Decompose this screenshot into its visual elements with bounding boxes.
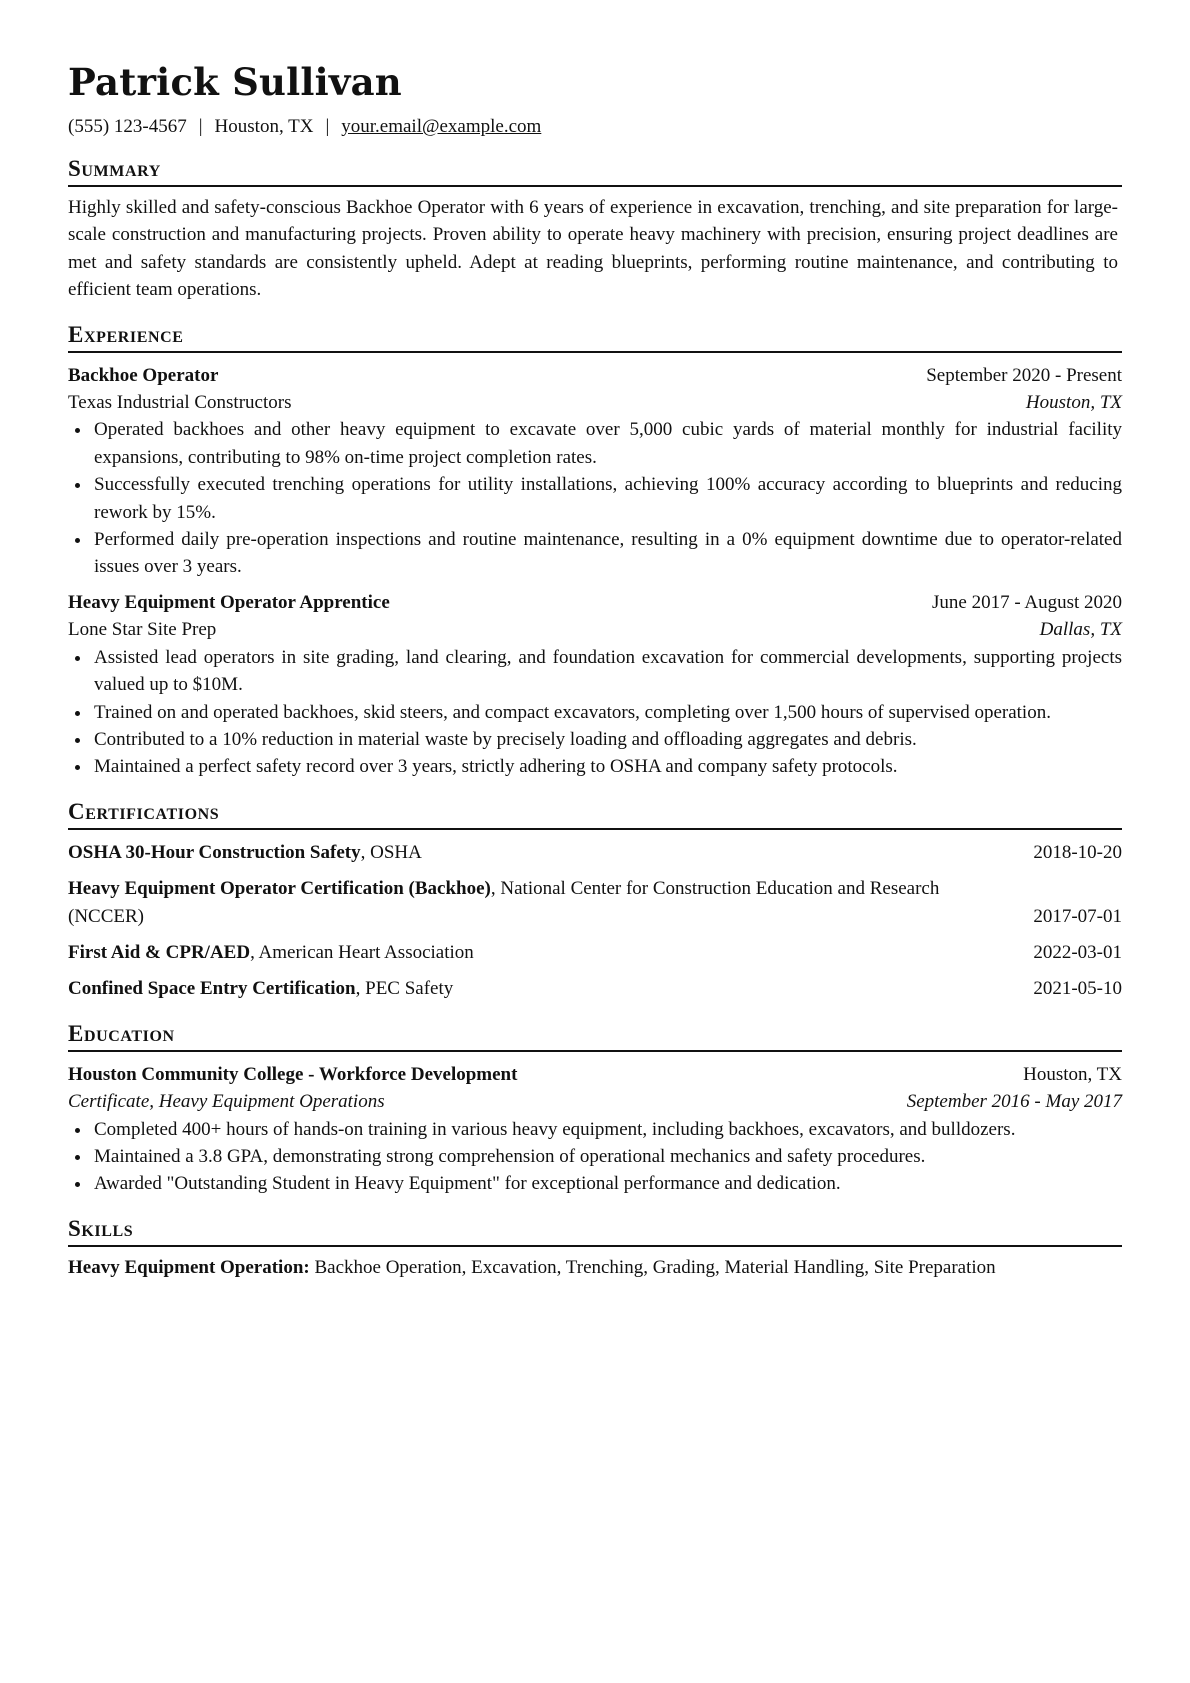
bullet-icon [75, 483, 80, 488]
job-location: Houston, TX [1025, 392, 1122, 414]
job-location: Dallas, TX [1039, 619, 1122, 641]
section-title-summary: Summary [68, 156, 1122, 187]
summary-text: Highly skilled and safety-conscious Backhoe Operator with 6 years of experience in excavation, trenching, and site preparation for large-scale construction and manufacturing projects. Proven ability to operate heavy machinery with precision, ensuring project deadlines are met and safety standards are consistently upheld. Adept at reading blueprints, performing routine maintenance, and contributing to efficient team operations. [68, 197, 1118, 301]
section-title-skills: Skills [68, 1216, 1122, 1247]
certification-item [68, 875, 1122, 930]
cert-name: OSHA 30-Hour Construction Safety [68, 841, 361, 863]
job-bullets [68, 644, 1122, 781]
bullet-item [68, 416, 1122, 471]
bullet-text: Maintained a perfect safety record over 3 years, strictly adhering to OSHA and company safety protocols. [94, 756, 898, 778]
cert-issuer: , OSHA [360, 841, 422, 863]
bullet-icon [75, 1182, 80, 1187]
cert-date: 2021-05-10 [1033, 978, 1122, 1000]
degree: Certificate, Heavy Equipment Operations [68, 1091, 385, 1113]
job-position: Heavy Equipment Operator Apprentice [68, 591, 390, 613]
bullet-item [68, 471, 1122, 526]
bullet-text: Successfully executed trenching operations for utility installations, achieving 100% accuracy according to blueprints and reducing rework by 15%. [94, 474, 1122, 523]
section-title-education: Education [68, 1021, 1122, 1052]
bullet-icon [75, 1155, 80, 1160]
education-dates: September 2016 - May 2017 [906, 1091, 1122, 1113]
bullet-item [68, 699, 1122, 726]
cert-name: Heavy Equipment Operator Certification (Backhoe) [68, 878, 491, 900]
cert-name: Confined Space Entry Certification [68, 978, 356, 1000]
bullet-icon [75, 765, 80, 770]
job-company: Texas Industrial Constructors [68, 392, 292, 414]
education-entry [68, 1061, 1122, 1198]
bullet-text: Contributed to a 10% reduction in material waste by precisely loading and offloading aggregates and debris. [94, 728, 917, 750]
bullet-item [68, 526, 1122, 581]
cert-issuer: , National Center for Construction Education and Research (NCCER) [68, 878, 940, 927]
certification-item [68, 839, 1122, 866]
certification-item [68, 975, 1122, 1002]
separator: | [325, 116, 330, 137]
bullet-item [68, 644, 1122, 699]
cert-name: First Aid & CPR/AED [68, 941, 251, 963]
bullet-icon [75, 711, 80, 716]
bullet-item [68, 1170, 1122, 1197]
job-bullets [68, 416, 1122, 580]
section-title-experience: Experience [68, 322, 1122, 353]
contact-line [68, 116, 1122, 138]
bullet-item [68, 1143, 1122, 1170]
job-dates: September 2020 - Present [926, 364, 1122, 386]
bullet-text: Assisted lead operators in site grading, land clearing, and foundation excavation for commercial developments, supporting projects valued up to $10M. [94, 646, 1122, 696]
job-position: Backhoe Operator [68, 364, 219, 386]
bullet-icon [75, 428, 80, 433]
school-name: Houston Community College - Workforce Development [68, 1063, 518, 1085]
bullet-item [68, 1116, 1122, 1143]
cert-date: 2018-10-20 [1033, 841, 1122, 863]
skill-category: Heavy Equipment Operation: [68, 1256, 310, 1278]
school-location: Houston, TX [1023, 1063, 1122, 1085]
bullet-text: Awarded "Outstanding Student in Heavy Equipment" for exceptional performance and dedication. [94, 1173, 841, 1195]
certification-item [68, 939, 1122, 966]
skills-line [68, 1254, 1122, 1281]
candidate-name: Patrick Sullivan [68, 60, 402, 104]
job-company: Lone Star Site Prep [68, 619, 217, 641]
section-title-certifications: Certifications [68, 799, 1122, 830]
bullet-icon [75, 656, 80, 661]
bullet-text: Operated backhoes and other heavy equipment to excavate over 5,000 cubic yards of material monthly for industrial facility expansions, contributing to 98% on-time project completion rates. [94, 419, 1122, 468]
separator: | [198, 116, 203, 137]
job-entry [68, 589, 1122, 781]
cert-date: 2017-07-01 [1033, 905, 1122, 927]
bullet-text: Completed 400+ hours of hands-on training in various heavy equipment, including backhoes, excavators, and bulldozers. [94, 1118, 1016, 1140]
skill-list: Backhoe Operation, Excavation, Trenching, Grading, Material Handling, Site Preparation [314, 1256, 996, 1278]
job-dates: June 2017 - August 2020 [932, 591, 1122, 613]
bullet-text: Maintained a 3.8 GPA, demonstrating strong comprehension of operational mechanics and safety procedures. [94, 1145, 926, 1167]
bullet-icon [75, 738, 80, 743]
bullet-item [68, 753, 1122, 780]
bullet-text: Trained on and operated backhoes, skid steers, and compact excavators, completing over 1,500 hours of supervised operation. [94, 701, 1051, 723]
bullet-text: Performed daily pre-operation inspections and routine maintenance, resulting in a 0% equipment downtime due to operator-related issues over 3 years. [94, 529, 1122, 578]
cert-issuer: , PEC Safety [355, 978, 454, 1000]
location: Houston, TX [214, 116, 314, 137]
bullet-icon [75, 1128, 80, 1133]
bullet-item [68, 726, 1122, 753]
job-entry [68, 362, 1122, 581]
phone: (555) 123-4567 [68, 116, 187, 137]
bullet-icon [75, 538, 80, 543]
cert-date: 2022-03-01 [1033, 941, 1122, 963]
education-bullets [68, 1116, 1122, 1198]
email-link[interactable]: your.email@example.com [341, 116, 542, 137]
cert-issuer: , American Heart Association [250, 941, 474, 963]
